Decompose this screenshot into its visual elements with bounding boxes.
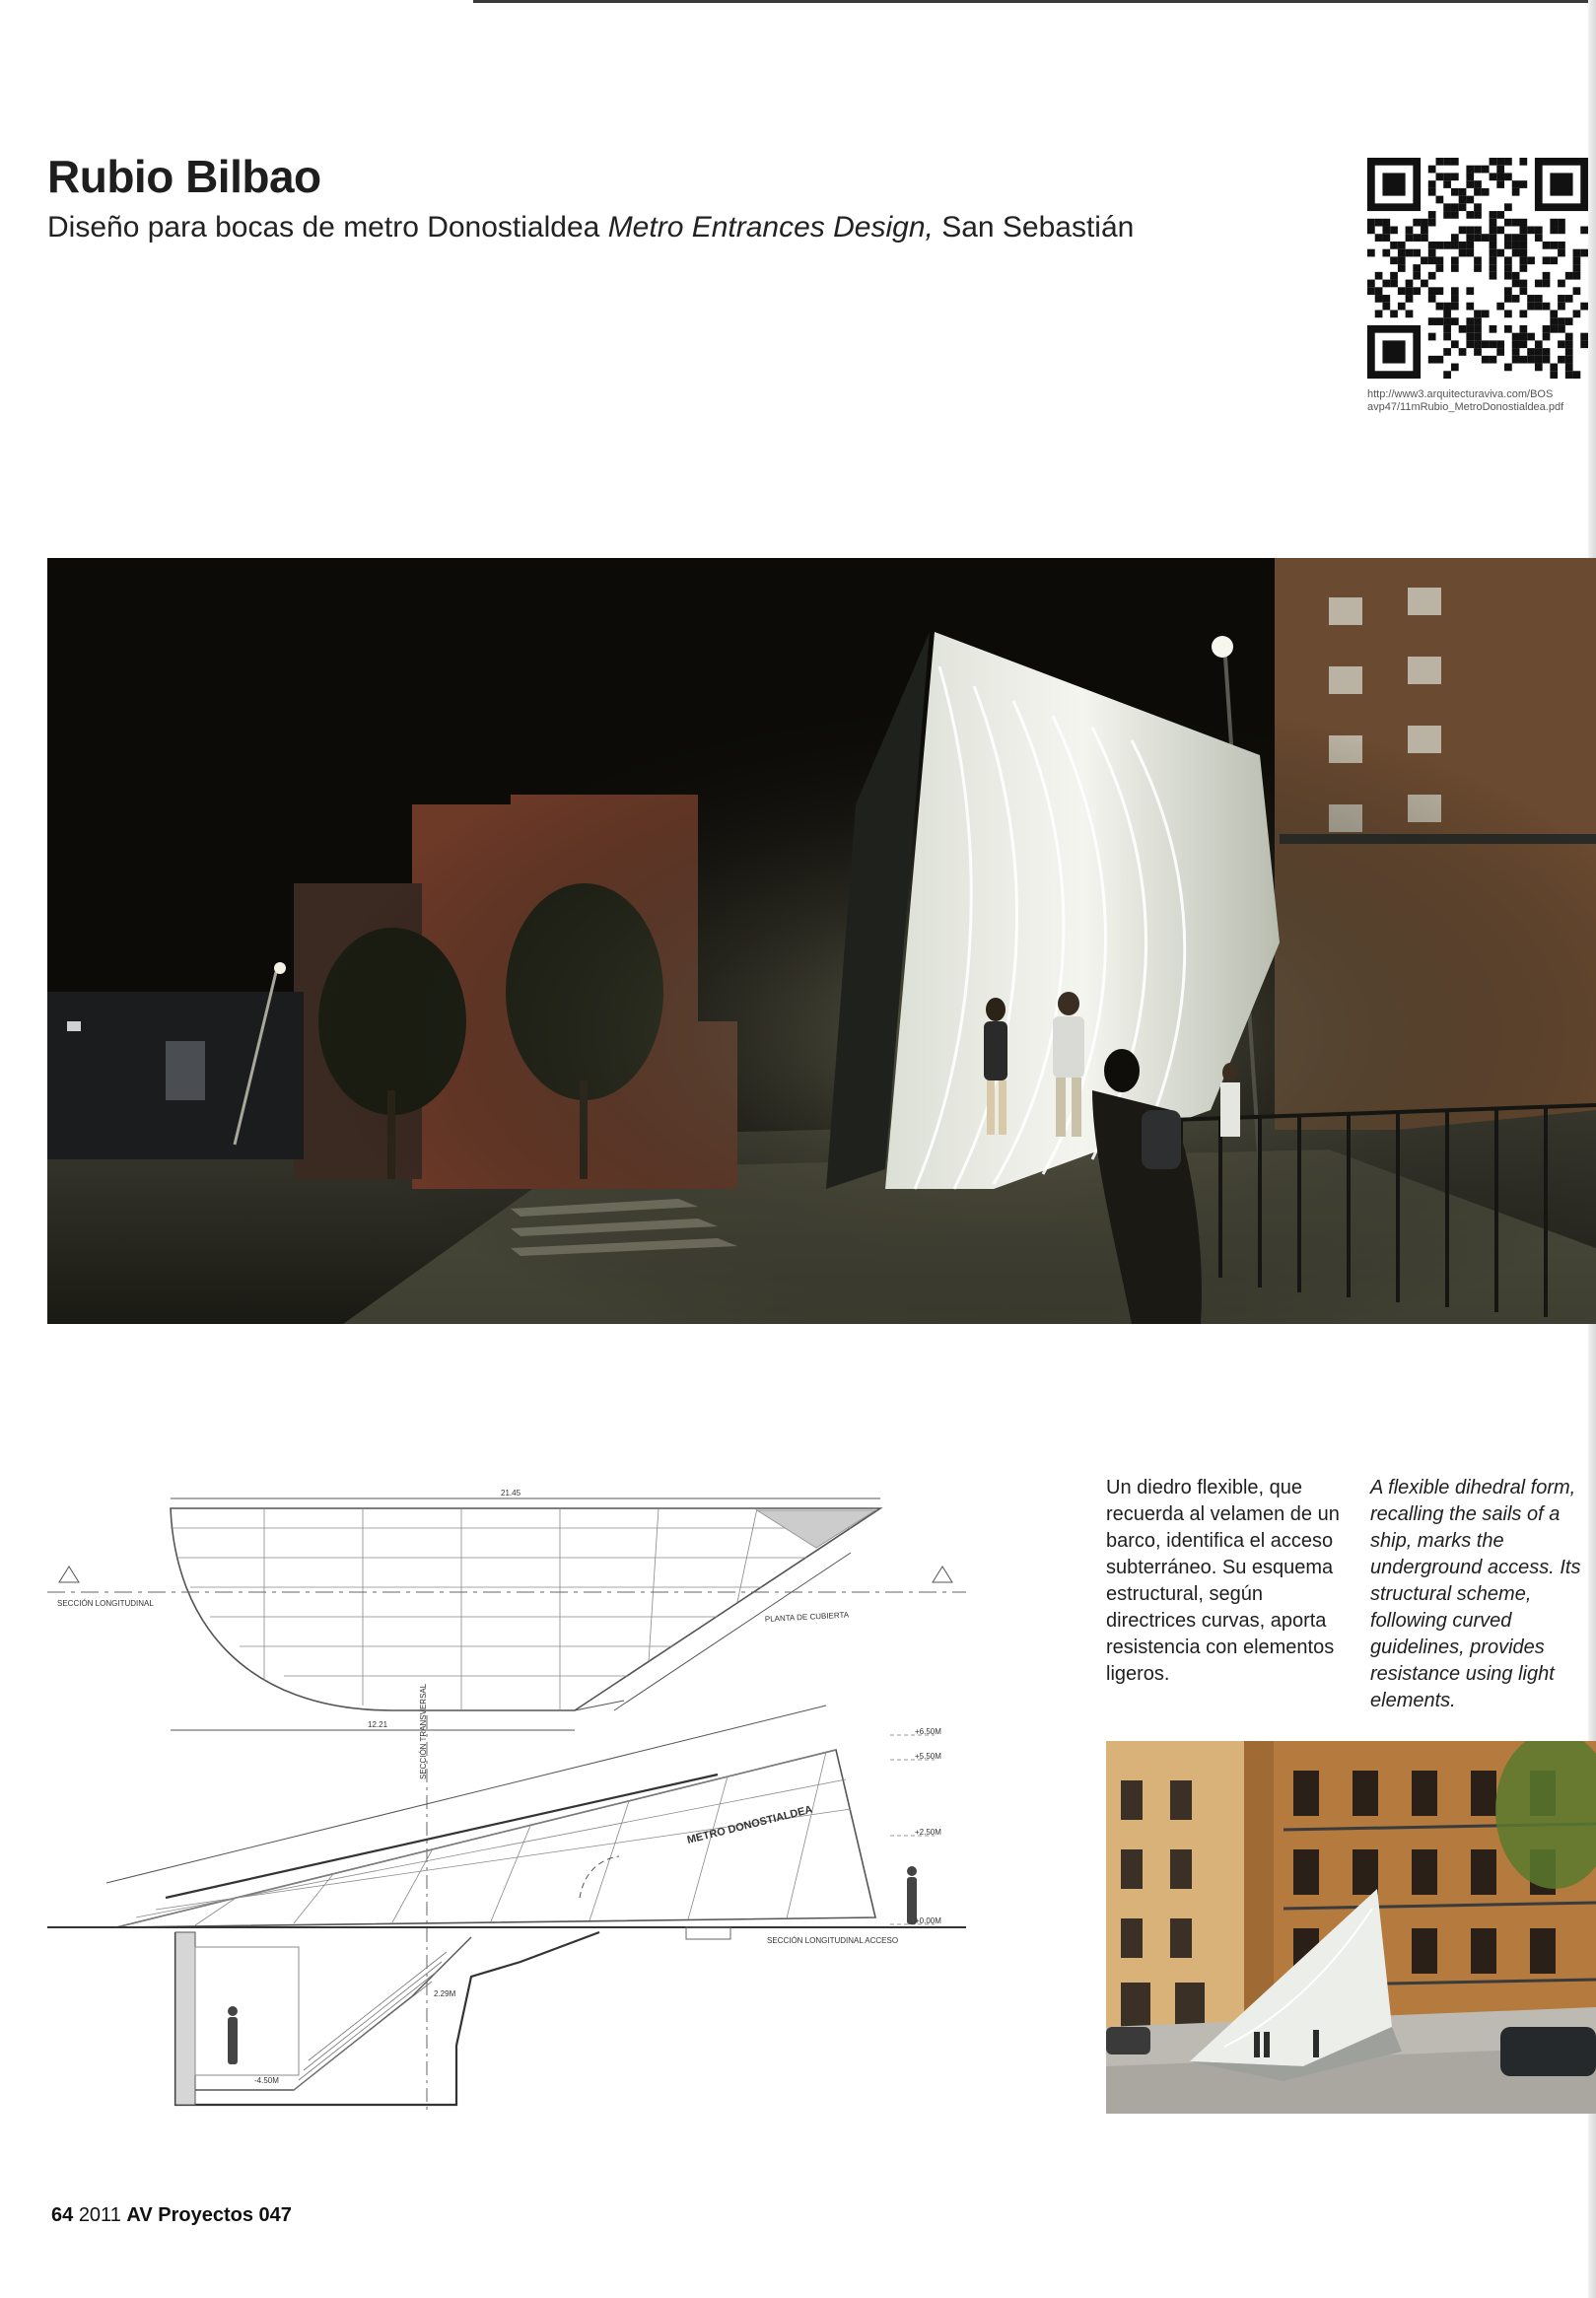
- subtitle-english: Metro Entrances Design,: [607, 211, 934, 244]
- article-subtitle: [47, 211, 1134, 244]
- drawing-sign-text: METRO DONOSTIALDEA: [685, 1803, 814, 1846]
- label-section-transversal: SECCIÓN TRANSVERSAL: [419, 1683, 428, 1779]
- level-5-50: +5.50M: [915, 1752, 941, 1761]
- section-and-plan-drawing: [47, 1484, 966, 2115]
- technical-drawing: [47, 1484, 966, 2115]
- level-0-00: +0.00M: [915, 1916, 941, 1925]
- body-text-spanish: Un diedro flexible, que recuerda al velamen de un barco, identifica el acceso subterráneo. Su esquema estructural, según directrices curvas, aporta resistencia con elementos ligeros.: [1106, 1477, 1340, 1685]
- dimension-bottom: 12.21: [368, 1720, 388, 1729]
- night-metro-entrance-image: [47, 558, 1596, 1324]
- level-minus-4-50: -4.50M: [254, 2076, 279, 2085]
- day-street-photo: [1106, 1741, 1596, 2114]
- page-footer: [51, 2204, 292, 2227]
- body-text-english: A flexible dihedral form, recalling the sails of a ship, marks the underground access. Its structural scheme, following curved guidelines, provides resistance using light elements.: [1370, 1477, 1581, 1711]
- dimension-top: 21.45: [501, 1489, 521, 1497]
- label-section-access: SECCIÓN LONGITUDINAL ACCESO: [767, 1936, 899, 1945]
- subtitle-spanish: Diseño para bocas de metro Donostialdea: [47, 211, 600, 244]
- issue-year: 2011: [78, 2204, 121, 2226]
- qr-url-line-1: http://www3.arquitecturaviva.com/BOS: [1367, 388, 1554, 400]
- label-roof-plan: PLANTA DE CUBIERTA: [764, 1610, 850, 1624]
- daytime-entrance-image: [1106, 1741, 1596, 2114]
- subtitle-place: San Sebastián: [941, 211, 1135, 244]
- qr-url[interactable]: [1367, 388, 1596, 414]
- label-section-longitudinal: SECCIÓN LONGITUDINAL: [57, 1599, 154, 1608]
- level-2-29: 2.29M: [434, 1989, 456, 1998]
- hero-photo: [47, 558, 1596, 1324]
- level-6-50: +6.50M: [915, 1727, 941, 1736]
- article-title: Rubio Bilbao: [47, 151, 321, 202]
- top-rule: [473, 0, 1596, 3]
- qr-url-line-2: avp47/11mRubio_MetroDonostialdea.pdf: [1367, 401, 1564, 413]
- page-number: 64: [51, 2204, 74, 2226]
- qr-code-icon[interactable]: [1367, 158, 1588, 379]
- magazine-name: AV Proyectos 047: [126, 2204, 292, 2226]
- level-2-50: +2.50M: [915, 1828, 941, 1837]
- article-header: [47, 150, 1134, 244]
- qr-block: [1367, 158, 1596, 414]
